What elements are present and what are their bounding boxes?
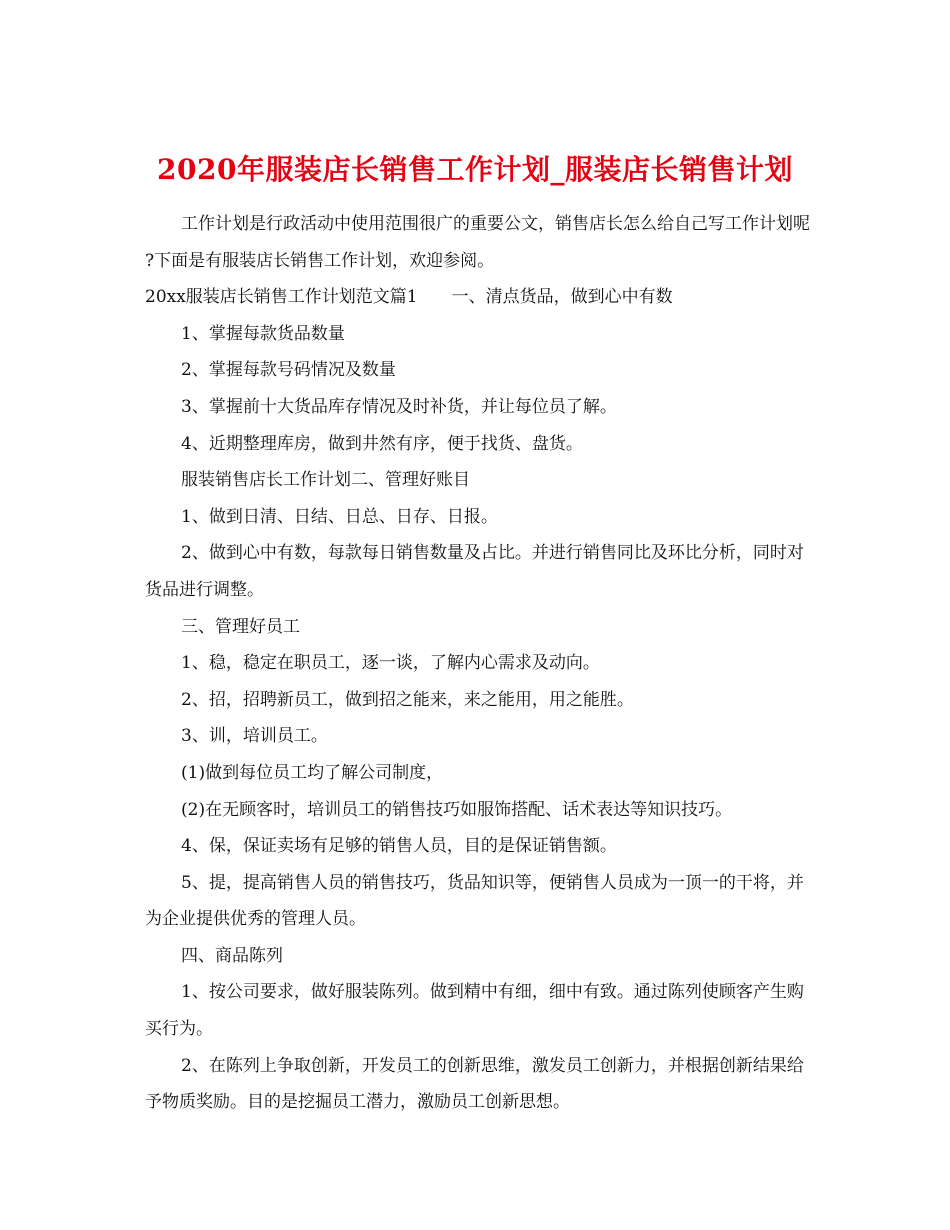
paragraph-subitem: (1)做到每位员工均了解公司制度， [181, 762, 444, 783]
paragraph-item: 1、按公司要求，做好服装陈列。做到精中有细，细中有致。通过陈列使顾客产生购买行为。 [145, 982, 804, 1040]
paragraph-subitem: (2)在无顾客时，培训员工的销售技巧如服饰搭配、话术表达等知识技巧。 [181, 799, 733, 820]
paragraph-item: 1、稳，稳定在职员工，逐一谈，了解内心需求及动向。 [181, 653, 600, 674]
paragraph-item: 4、保，保证卖场有足够的销售人员，目的是保证销售额。 [181, 836, 617, 857]
section-heading-4: 四、商品陈列 [181, 945, 283, 966]
section-heading-2: 服装销售店长工作计划二、管理好账目 [181, 470, 470, 491]
paragraph-item: 1、做到日清、日结、日总、日存、日报。 [181, 506, 498, 527]
section-heading-1: 一、清点货品，做到心中有数 [451, 287, 673, 308]
paragraph-item: 5、提，提高销售人员的销售技巧，货品知识等，便销售人员成为一顶一的干将，并为企业提供优秀的管理人员。 [145, 872, 804, 930]
paragraph-section-1-heading [145, 279, 810, 316]
paragraph-item: 4、近期整理库房，做到井然有序，便于找货、盘货。 [181, 433, 583, 454]
article-label: 20xx服装店长销售工作计划范文篇1 [145, 287, 418, 308]
paragraph-item: 2、招，招聘新员工，做到招之能来，来之能用，用之能胜。 [181, 689, 634, 710]
paragraph-item: 3、掌握前十大货品库存情况及时补货，并让每位员了解。 [181, 396, 617, 417]
document-title: 2020年服装店长销售工作计划_服装店长销售计划 [157, 152, 793, 186]
paragraph-item: 2、做到心中有数，每款每日销售数量及占比。并进行销售同比及环比分析，同时对货品进行调整。 [145, 543, 804, 600]
paragraph-item: 2、掌握每款号码情况及数量 [181, 360, 396, 381]
paragraph-item: 3、训，培训员工。 [181, 726, 328, 747]
paragraph-item: 1、掌握每款货品数量 [181, 323, 345, 344]
document-body [145, 206, 810, 1121]
paragraph-intro: 工作计划是行政活动中使用范围很广的重要公文，销售店长怎么给自己写工作计划呢 ?下面是有服装店长销售工作计划，欢迎参阅。 [145, 214, 810, 271]
paragraph-item: 2、在陈列上争取创新，开发员工的创新思维，激发员工创新力，并根据创新结果给予物质奖励。目的是挖掘员工潜力，激励员工创新思想。 [145, 1055, 804, 1113]
section-heading-3: 三、管理好员工 [181, 616, 300, 637]
